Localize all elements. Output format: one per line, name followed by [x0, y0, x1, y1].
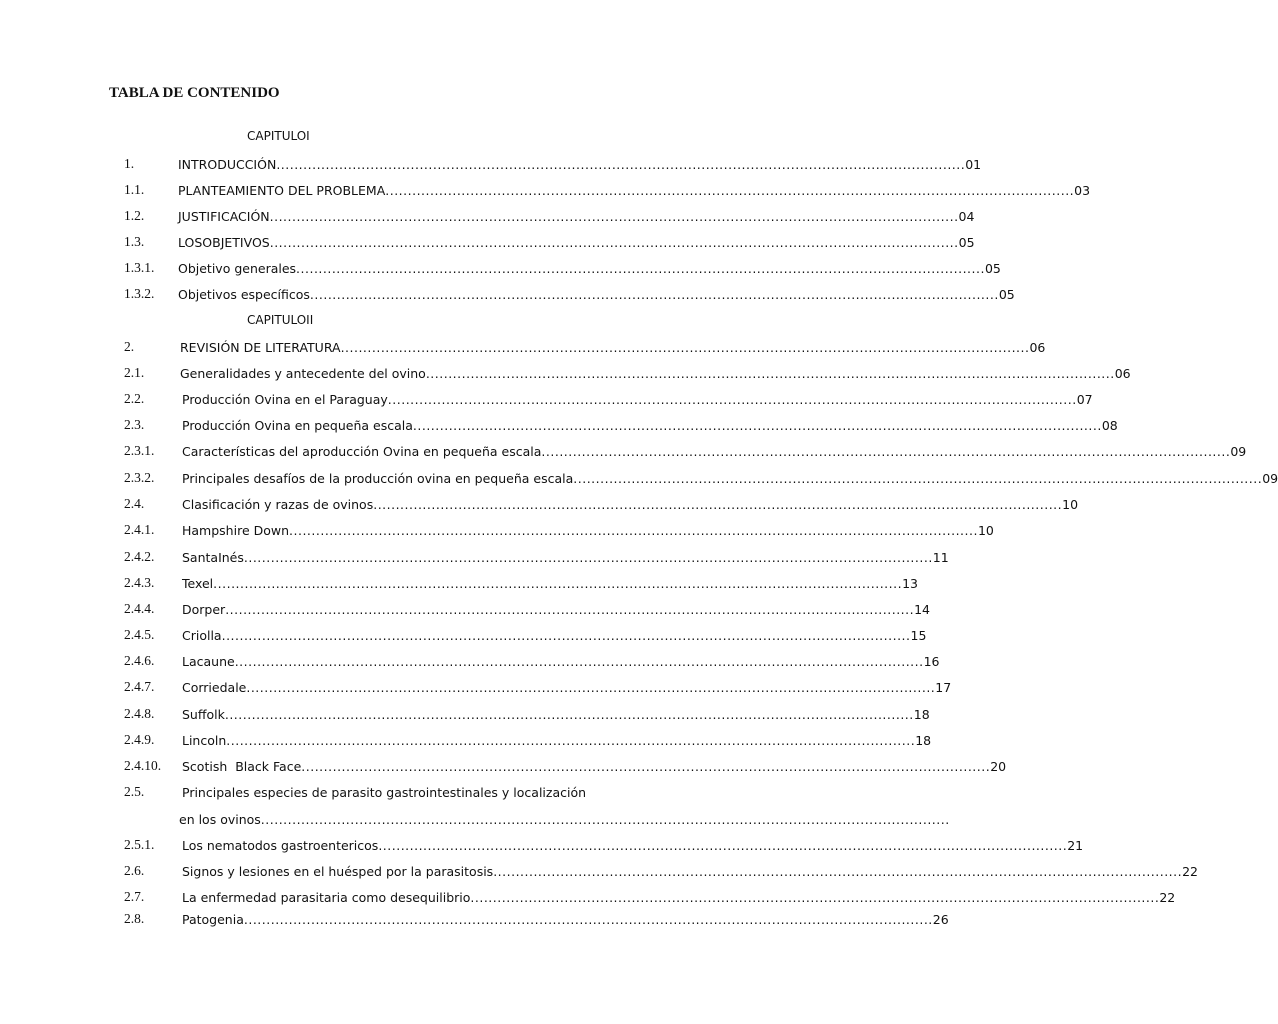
toc-entry[interactable]: [124, 521, 994, 539]
entry-number: 2.4.8.: [124, 706, 155, 721]
toc-entry[interactable]: [124, 626, 927, 644]
entry-page: 26: [932, 912, 949, 927]
dot-leader: ..........................................................................................................................................................: [243, 550, 933, 565]
entry-page: 01: [965, 157, 982, 172]
entry-number: 2.4.6.: [124, 653, 155, 668]
toc-entry[interactable]: [124, 862, 1199, 880]
entry-page: 10: [977, 523, 994, 538]
toc-entry[interactable]: [124, 495, 1079, 513]
entry-label: Objetivos específicos: [178, 287, 310, 302]
dot-leader: ..........................................................................................................................................................: [276, 157, 966, 172]
toc-entry[interactable]: [124, 181, 1091, 199]
entry-page: 05: [984, 261, 1001, 276]
entry-page: 21: [1067, 838, 1084, 853]
dot-leader: ..........................................................................................................................................................: [340, 340, 1030, 355]
entry-page: 13: [902, 576, 918, 591]
entry-number: 2.4.9.: [124, 732, 155, 747]
entry-label: Objetivo generales: [178, 261, 297, 276]
entry-number: 2.3.: [124, 417, 145, 432]
entry-number: 2.: [124, 339, 135, 354]
dot-leader: ..........................................................................................................................................................: [221, 628, 911, 643]
entry-label: Corriedale: [182, 680, 247, 695]
dot-leader: ..........................................................................................................................................................: [301, 759, 991, 774]
entry-page: 03: [1074, 183, 1091, 198]
toc-entry[interactable]: [124, 338, 1046, 356]
entry-label: Suffolk: [182, 707, 225, 722]
entry-number: 2.4.7.: [124, 679, 155, 694]
toc-entry[interactable]: [124, 757, 1007, 775]
entry-number: 2.4.5.: [124, 627, 155, 642]
toc-title: TABLA DE CONTENIDO: [109, 85, 280, 101]
entry-label: SantaInés: [182, 550, 244, 565]
entry-number: 1.2.: [124, 208, 145, 223]
toc-entry[interactable]: [124, 259, 1001, 277]
entry-label: Producción Ovina en pequeña escala: [182, 418, 413, 433]
entry-page: 04: [958, 209, 975, 224]
entry-page: 17: [935, 680, 952, 695]
entry-label: Generalidades y antecedente del ovino: [180, 366, 426, 381]
entry-page: 22: [1182, 864, 1199, 879]
toc-entry[interactable]: [124, 285, 1015, 303]
entry-label: Principales desafíos de la producción ovina en pequeña escala: [182, 471, 574, 486]
entry-number: 2.7.: [124, 889, 145, 904]
entry-label: Patogenia: [182, 912, 244, 927]
entry-label: Lincoln: [182, 733, 227, 748]
entry-label: PLANTEAMIENTO DEL PROBLEMA: [178, 183, 386, 198]
dot-leader: ..........................................................................................................................................................: [269, 235, 959, 250]
entry-number: 2.4.10.: [124, 758, 162, 773]
entry-page: 14: [914, 602, 930, 617]
entry-page: 07: [1076, 392, 1093, 407]
dot-leader: ..........................................................................................................................................................: [224, 707, 914, 722]
dot-leader: ..........................................................................................................................................................: [226, 733, 916, 748]
dot-leader: ..........................................................................................................................................................: [243, 912, 933, 927]
entry-label: Dorper: [182, 602, 226, 617]
entry-label: JUSTIFICACIÓN: [178, 209, 270, 224]
entry-number: 2.8.: [124, 911, 145, 926]
entry-label: en los ovinos: [179, 812, 261, 827]
entry-label: Clasificación y razas de ovinos: [182, 497, 374, 512]
entry-number: 1.3.: [124, 234, 145, 249]
entry-page: 05: [998, 287, 1015, 302]
dot-leader: ..........................................................................................................................................................: [541, 444, 1231, 459]
entry-page: 20: [990, 759, 1007, 774]
entry-label: Lacaune: [182, 654, 235, 669]
entry-label: La enfermedad parasitaria como desequilibrio: [182, 890, 471, 905]
toc-entry[interactable]: [124, 469, 1278, 487]
toc-entry[interactable]: [124, 548, 949, 566]
entry-number: 2.5.: [124, 784, 145, 799]
entry-page: 08: [1101, 418, 1118, 433]
chapter-heading-2: CAPITULOII: [247, 313, 314, 327]
dot-leader: ..........................................................................................................................................................: [289, 523, 978, 538]
toc-entry-continuation[interactable]: [179, 810, 950, 828]
entry-number: 2.4.: [124, 496, 145, 511]
entry-label: LOSOBJETIVOS: [178, 235, 270, 250]
toc-entry[interactable]: [124, 731, 932, 749]
toc-entry[interactable]: [124, 390, 1093, 408]
entry-number: 2.5.1.: [124, 837, 155, 852]
entry-number: 2.6.: [124, 863, 145, 878]
toc-entry[interactable]: [124, 442, 1247, 460]
dot-leader: ..........................................................................................................................................................: [385, 183, 1075, 198]
toc-entry[interactable]: [124, 600, 930, 618]
entry-number: 2.4.4.: [124, 601, 155, 616]
entry-label: Producción Ovina en el Paraguay: [182, 392, 388, 407]
entry-page: 09: [1262, 471, 1278, 486]
entry-label: Scotish Black Face: [182, 759, 302, 774]
dot-leader: ..........................................................................................................................................................: [234, 654, 924, 669]
entry-number: 2.1.: [124, 365, 145, 380]
dot-leader: ..........................................................................................................................................................: [493, 864, 1183, 879]
entry-number: 1.3.1.: [124, 260, 155, 275]
dot-leader: ..........................................................................................................................................................: [246, 680, 936, 695]
toc-entry[interactable]: [124, 783, 654, 801]
dot-leader: ..........................................................................................................................................................: [378, 838, 1068, 853]
dot-leader: ..........................................................................................................................................................: [373, 497, 1063, 512]
toc-entry[interactable]: [124, 910, 949, 928]
toc-entry[interactable]: [124, 207, 975, 225]
dot-leader: ..........................................................................................................................................................: [309, 287, 999, 302]
entry-label: Características del aproducción Ovina en pequeña escala: [182, 444, 542, 459]
dot-leader: ..........................................................................................................................................................: [412, 418, 1102, 433]
entry-label: Los nematodos gastroentericos: [182, 838, 379, 853]
toc-entry[interactable]: [124, 574, 918, 592]
toc-entry[interactable]: [124, 705, 930, 723]
entry-page: 06: [1029, 340, 1046, 355]
entry-page: 16: [923, 654, 940, 669]
toc-entry[interactable]: [124, 416, 1118, 434]
entry-number: 2.2.: [124, 391, 145, 406]
entry-page: 05: [958, 235, 975, 250]
dot-leader: ..........................................................................................................................................................: [573, 471, 1263, 486]
entry-page: 15: [910, 628, 927, 643]
entry-label: Principales especies de parasito gastrointestinales y localización: [182, 785, 587, 800]
dot-leader: ..........................................................................................................................................................: [213, 576, 903, 591]
entry-number: 2.3.1.: [124, 443, 155, 458]
dot-leader: ..........................................................................................................................................................: [269, 209, 959, 224]
entry-label: INTRODUCCIÓN: [178, 157, 277, 172]
toc-entry[interactable]: [124, 364, 1131, 382]
dot-leader: ..........................................................................................................................................................: [296, 261, 985, 276]
toc-entry[interactable]: [124, 155, 982, 173]
entry-label: Hampshire Down: [182, 523, 290, 538]
entry-number: 1.3.2.: [124, 286, 155, 301]
entry-page: 18: [915, 733, 932, 748]
toc-entry[interactable]: [124, 836, 1084, 854]
chapter-heading-1: CAPITULOI: [247, 129, 310, 143]
entry-number: 1.1.: [124, 182, 145, 197]
dot-leader: ..........................................................................................................................................................: [225, 602, 915, 617]
toc-entry[interactable]: [124, 888, 1176, 906]
entry-label: Texel: [182, 576, 214, 591]
entry-label: Criolla: [182, 628, 222, 643]
entry-number: 2.4.1.: [124, 522, 155, 537]
entry-page: 09: [1230, 444, 1247, 459]
dot-leader: ..........................................................................................................................................................: [260, 812, 950, 827]
entry-page: 11: [932, 550, 949, 565]
entry-number: 2.4.3.: [124, 575, 155, 590]
entry-number: 2.4.2.: [124, 549, 155, 564]
entry-number: 2.3.2.: [124, 470, 155, 485]
toc-entry[interactable]: [124, 678, 952, 696]
entry-label: REVISIÓN DE LITERATURA: [180, 340, 341, 355]
dot-leader: ..........................................................................................................................................................: [425, 366, 1115, 381]
dot-leader: ..........................................................................................................................................................: [387, 392, 1077, 407]
entry-page: 10: [1062, 497, 1079, 512]
dot-leader: ..........................................................................................................................................................: [470, 890, 1160, 905]
entry-label: Signos y lesiones en el huésped por la parasitosis: [182, 864, 494, 879]
toc-entry[interactable]: [124, 233, 975, 251]
entry-page: 06: [1114, 366, 1131, 381]
entry-page: 18: [913, 707, 930, 722]
entry-number: 1.: [124, 156, 135, 171]
toc-entry[interactable]: [124, 652, 940, 670]
entry-page: 22: [1159, 890, 1176, 905]
